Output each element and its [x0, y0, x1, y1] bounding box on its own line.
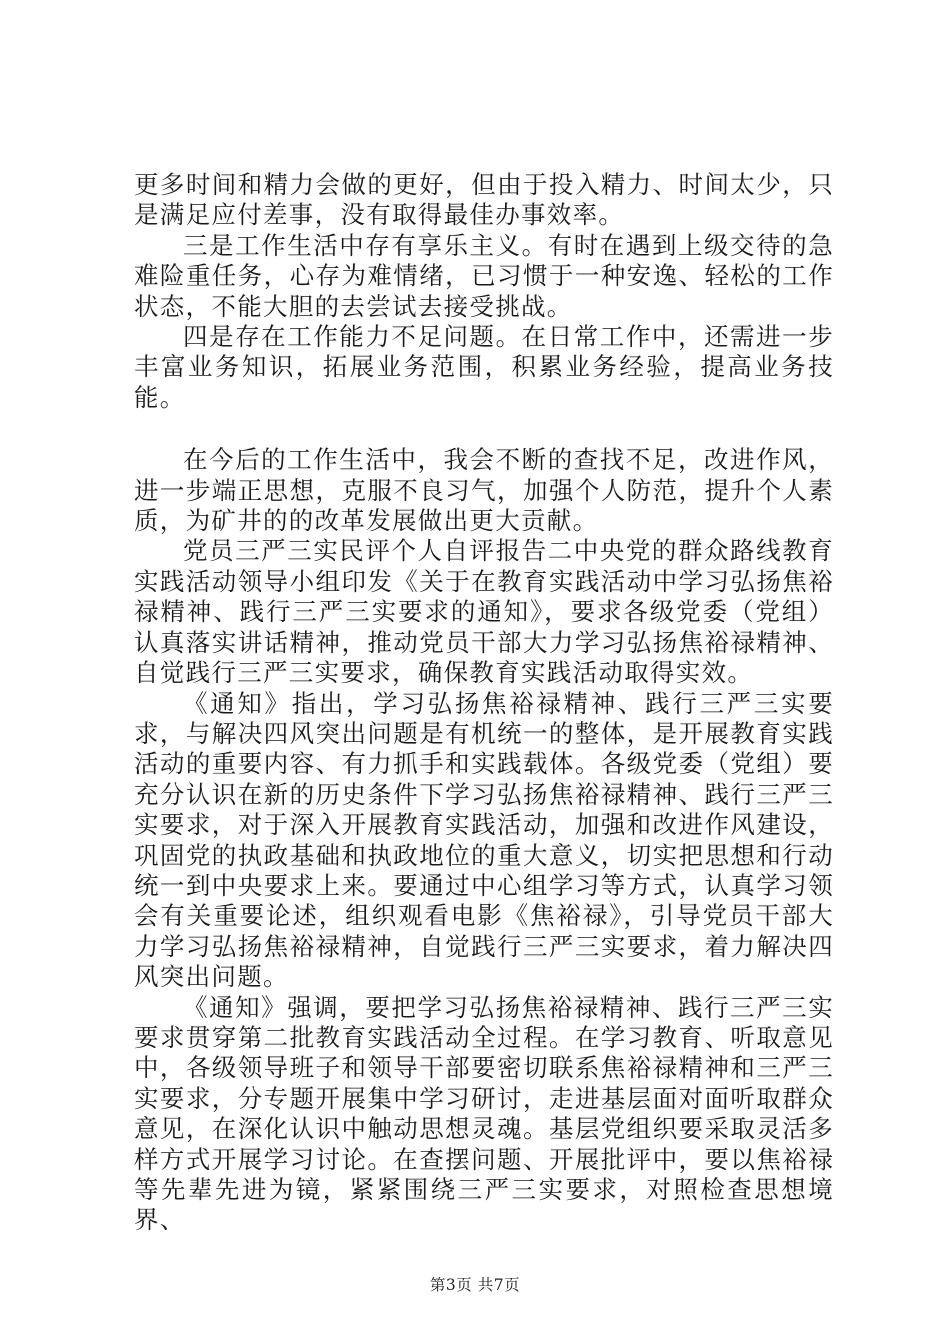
document-body: [134, 170, 834, 1236]
paragraph-spacer: [134, 413, 834, 445]
paragraph-continuation: 更多时间和精力会做的更好，但由于投入精力、时间太少，只是满足应付差事，没有取得最佳办事效率。: [134, 170, 834, 230]
paragraph-notice-emphasizes: 《通知》强调，要把学习弘扬焦裕禄精神、践行三严三实要求贯穿第二批教育实践活动全过程。在学习教育、听取意见中，各级领导班子和领导干部要密切联系焦裕禄精神和三严三实要求，分专题开展集中学习研讨，走进基层面对面听取群众意见，在深化认识中触动思想灵魂。基层党组织要采取灵活多样方式开展学习讨论。在查摆问题、开展批评中，要以焦裕禄等先辈先进为镜，紧紧围绕三严三实要求，对照检查思想境界、: [134, 992, 834, 1235]
paragraph-point-three: 三是工作生活中存有享乐主义。有时在遇到上级交待的急难险重任务，心存为难情绪，已习惯于一种安逸、轻松的工作状态，不能大胆的去尝试去接受挑战。: [134, 230, 834, 321]
page-number-footer: 第3页 共7页: [429, 1276, 521, 1294]
paragraph-point-four: 四是存在工作能力不足问题。在日常工作中，还需进一步丰富业务知识，拓展业务范围，积累业务经验，提高业务技能。: [134, 322, 834, 412]
paragraph-report-two-intro: 党员三严三实民评个人自评报告二中央党的群众路线教育实践活动领导小组印发《关于在教育实践活动中学习弘扬焦裕禄精神、践行三严三实要求的通知》，要求各级党委（党组）认真落实讲话精神，推动党员干部大力学习弘扬焦裕禄精神、自觉践行三严三实要求，确保教育实践活动取得实效。: [134, 536, 834, 688]
paragraph-notice-points-out: 《通知》指出，学习弘扬焦裕禄精神、践行三严三实要求，与解决四风突出问题是有机统一的整体，是开展教育实践活动的重要内容、有力抓手和实践载体。各级党委（党组）要充分认识在新的历史条件下学习弘扬焦裕禄精神、践行三严三实要求，对于深入开展教育实践活动，加强和改进作风建设，巩固党的执政基础和执政地位的重大意义，切实把思想和行动统一到中央要求上来。要通过中心组学习等方式，认真学习领会有关重要论述，组织观看电影《焦裕禄》，引导党员干部大力学习弘扬焦裕禄精神，自觉践行三严三实要求，着力解决四风突出问题。: [134, 688, 834, 992]
paragraph-conclusion: 在今后的工作生活中，我会不断的查找不足，改进作风，进一步端正思想，克服不良习气，加强个人防范，提升个人素质，为矿井的的改革发展做出更大贡献。: [134, 445, 834, 536]
